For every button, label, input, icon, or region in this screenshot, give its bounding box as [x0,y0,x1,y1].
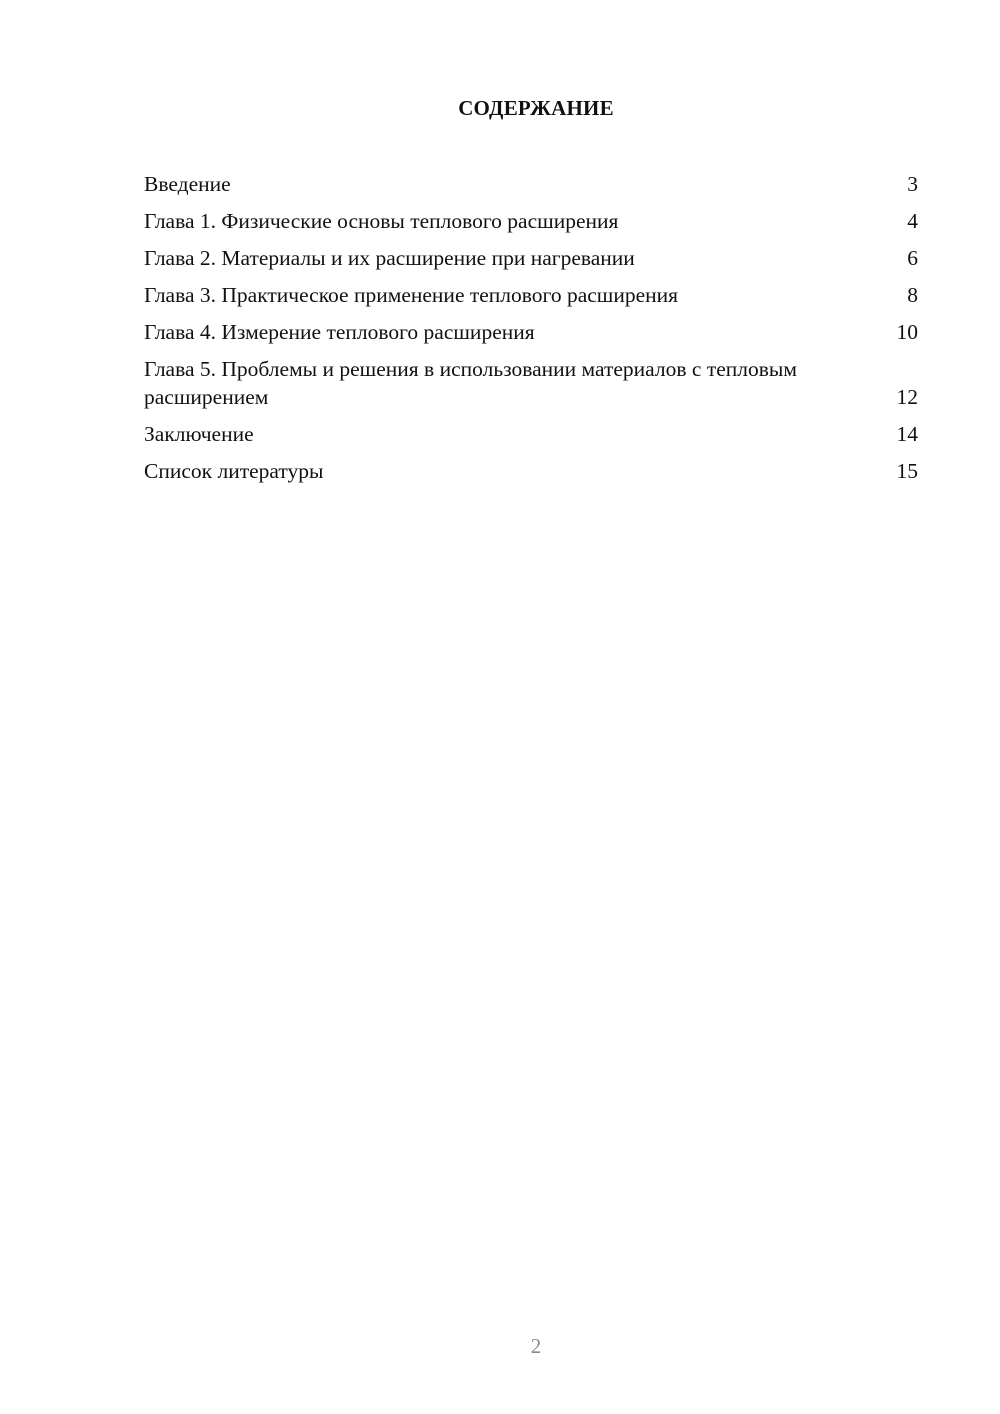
toc-entry-label: Глава 4. Измерение теплового расширения [144,320,535,344]
toc-title: СОДЕРЖАНИЕ [458,96,614,120]
toc-entry-chapter-4 [144,318,918,346]
toc-entry-page: 8 [907,283,918,307]
toc-entry-references [144,457,918,485]
toc-entry-conclusion [144,420,918,448]
toc-entry-label: Глава 1. Физические основы теплового расширения [144,209,619,233]
table-of-contents [144,170,918,494]
toc-entry-page: 3 [907,172,918,196]
page-number: 2 [530,1334,542,1358]
toc-entry-label: Заключение [144,422,254,446]
toc-entry-page: 14 [896,422,918,446]
toc-entry-label: Введение [144,172,231,196]
toc-entry-page: 6 [907,246,918,270]
toc-entry-chapter-1 [144,207,918,235]
toc-entry-label: Глава 3. Практическое применение теплового расширения [144,283,679,307]
toc-entry-chapter-5 [144,355,918,411]
toc-entry-label: Список литературы [144,459,324,483]
toc-entry-chapter-3 [144,281,918,309]
toc-entry-introduction [144,170,918,198]
toc-entry-page: 4 [907,209,918,233]
toc-entry-page: 10 [896,320,918,344]
toc-entry-label: Глава 2. Материалы и их расширение при нагревании [144,246,635,270]
toc-entry-page: 12 [896,385,918,409]
toc-entry-chapter-2 [144,244,918,272]
toc-entry-label: Глава 5. Проблемы и решения в использовании материалов с тепловым расширением [144,357,797,409]
toc-entry-page: 15 [896,459,918,483]
